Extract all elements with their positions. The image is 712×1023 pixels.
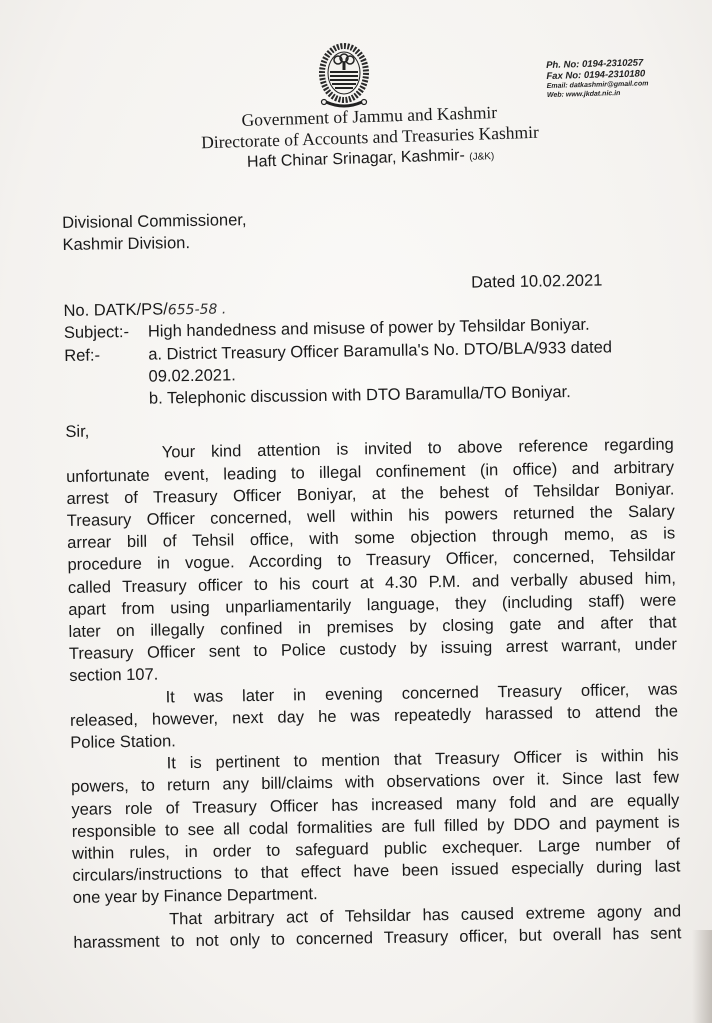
email-address: Email: datkashmir@gmail.com [546,80,649,90]
paragraph-1: Your kind attention is invited to above reference regarding unfortunate event, leading to illegal confinement (in office) and arbitrary arrest of Treasury Officer Boniyar, at the behest of Tehsildar Boniyar. Treasury Officer concerned, well within his powers returned the Salary arrear bill of Tehsil office, with some objection through memo, as is procedure in vogue. According to Treasury Officer, concerned, Tehsildar called Treasury officer to his court at 4.30 P.M. and verbally abused him, apart from using unparliamentarily language, they (including staff) were later on illegally confined in premises by closing gate and after that Treasury Officer sent to Police custody by issuing arrest warrant, under section 107. [66,435,678,686]
addressee: Divisional Commissioner, Kashmir Division. [62,211,247,255]
address-suffix: (J&K) [469,151,495,163]
letter-number: No. DATK/PS/655-58 . [63,300,227,321]
letterhead-title [189,100,551,176]
website: Web: www.jkdat.nic.in [546,90,621,99]
handwritten-number: 655-58 . [167,301,227,319]
office-address: Haft Chinar Srinagar, Kashmir- (J&K) [246,147,495,171]
subject-label: Subject:- [63,323,130,343]
letter-date: Dated 10.02.2021 [471,271,603,292]
contact-block [546,57,649,100]
directorate-name: Directorate of Accounts and Treasuries Kashmir [200,121,540,153]
salutation: Sir, [65,422,90,442]
jk-emblem-icon [308,40,380,112]
government-name: Government of Jammu and Kashmir [241,102,498,131]
phone-number: Ph. No: 0194-2310257 [546,57,644,71]
subject-text: High handedness and misuse of power by Tehsildar Boniyar. [147,316,590,342]
reference-a: Ref:- a. District Treasury Officer Baramulla's No. DTO/BLA/933 dated [64,335,672,367]
paragraph-3: It is pertinent to mention that Treasury Officer is within his powers, to return any bill/claims with observations over it. Since last few years role of Treasury Officer has increased many fold and are equally responsible to see all codal formalities are full filled by DDO and payment is within rules, in order to safeguard public exchequer. Large number of circulars/instructions to that effect have been issued especially during last one year by Finance Department. [70,746,681,908]
ref-label: Ref:- [64,346,101,365]
reference-b: b. Telephonic discussion with DTO Baramulla/TO Boniyar. [148,383,571,408]
letter-body: Divisional Commissioner, Kashmir Division. Dated 10.02.2021 No. DATK/PS/655-58 . Subject:- High handedness and misuse of power by Tehsildar Boniyar. Ref:- a. District Treasury Officer Baramulla's No. DTO/BLA/933 dated 09.02.2021. b. Telephonic discussion with DTO Baramulla/TO Boniyar. Sir, Your kind attention is invited to above reference regarding unfortunate event, leading to illegal confinement (in office) and arbitrary arrest of Treasury Officer Boniyar, at the behest of Tehsildar Boniyar. Treasury Officer concerned, well within his powers returned the Salary arrear bill of Tehsil office, with some objection through memo, as is procedure in vogue. According to Treasury Officer, concerned, Tehsildar called Treasury officer to his court at 4.30 P.M. and verbally abused him, apart from using unparliamentarily language, they (including staff) were later on illegally confined in premises by closing gate and after that Treasury Officer sent to Police custody by issuing arrest warrant, under section 107. It was later in evening concerned Treasury officer, was released, however, next day he was repeatedly harassed to attend the Police Station. It is pertinent to mention that Treasury Officer is within his powers, to return any bill/claims with observations over it. Since last few years role of Treasury Officer has increased many fold and are equally responsible to see all codal formalities are full filled by DDO and payment is within rules, in order to safeguard public exchequer. Large number of circulars/instructions to that effect have been issued especially during last one year by Finance Department. That arbitrary act of Tehsildar has caused extreme agony and harassment to not only to concerned Treasury officer, but overall has sent [62,202,682,954]
paragraph-2: It was later in evening concerned Treasury officer, was released, however, next day he was repeatedly harassed to attend the Police Station. [69,680,679,752]
paragraph-4: That arbitrary act of Tehsildar has caused extreme agony and harassment to not only to concerned Treasury officer, but overall has sent [73,902,682,952]
page-edge-shadow [692,930,712,1023]
fax-number: Fax No: 0194-2310180 [546,68,646,82]
